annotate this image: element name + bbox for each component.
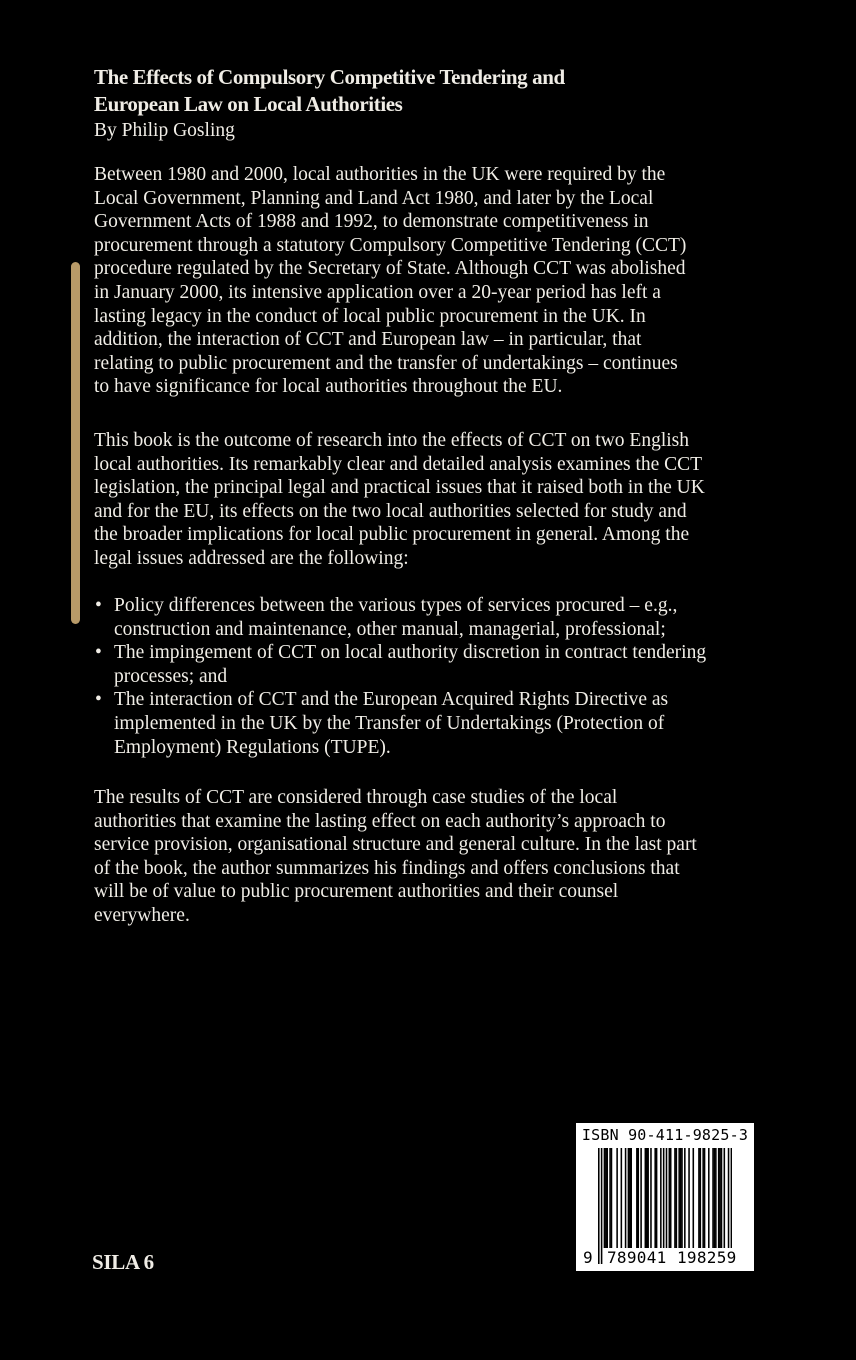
paragraph-1-line: procedure regulated by the Secretary of State. Although CCT was abolished xyxy=(94,258,686,280)
barcode-bar xyxy=(601,1148,603,1264)
barcode-bar xyxy=(625,1148,627,1248)
paragraph-1 xyxy=(94,163,794,399)
barcode-bar xyxy=(704,1148,706,1248)
paragraph-1-line: lasting legacy in the conduct of local public procurement in the UK. In xyxy=(94,305,646,327)
barcode-bar xyxy=(712,1148,714,1248)
book-title-line-2: European Law on Local Authorities xyxy=(94,92,403,116)
barcode-bar xyxy=(637,1148,639,1248)
bullet-dot: • xyxy=(95,595,102,616)
barcode-bar xyxy=(628,1148,630,1248)
barcode-bar xyxy=(605,1148,607,1248)
ean-right-group: 198259 xyxy=(677,1248,737,1267)
barcode-bar xyxy=(681,1148,683,1248)
barcode-bar xyxy=(698,1148,700,1248)
barcode-bar xyxy=(646,1148,648,1248)
bullet-line: implemented in the UK by the Transfer of Undertakings (Protection of xyxy=(114,712,665,734)
barcode-bar xyxy=(718,1148,720,1248)
paragraph-1-line: addition, the interaction of CCT and European law – in particular, that xyxy=(94,329,642,351)
bullet-line: construction and maintenance, other manual, managerial, professional; xyxy=(114,618,666,640)
barcode-bar xyxy=(660,1148,662,1248)
paragraph-3-line: of the book, the author summarizes his findings and offers conclusions that xyxy=(94,857,680,879)
barcode-bar xyxy=(645,1148,647,1248)
barcode-bar xyxy=(606,1148,608,1248)
bullet-item-impingement xyxy=(94,641,814,688)
barcode-bar xyxy=(630,1148,632,1248)
barcode-bar xyxy=(611,1148,613,1248)
barcode-bar xyxy=(609,1148,611,1248)
barcode-bar xyxy=(684,1148,686,1248)
barcode-bar xyxy=(680,1148,682,1248)
paragraph-3-line: will be of value to public procurement authorities and their counsel xyxy=(94,881,619,903)
author-byline: By Philip Gosling xyxy=(94,120,235,141)
bullet-dot: • xyxy=(95,642,102,664)
barcode-bars xyxy=(598,1148,732,1264)
barcode-bar xyxy=(714,1148,716,1248)
barcode-bar xyxy=(629,1148,631,1248)
barcode-bar xyxy=(724,1148,726,1248)
bullet-list xyxy=(94,594,814,759)
barcode-bar xyxy=(719,1148,721,1248)
barcode-bar xyxy=(670,1148,672,1248)
barcode-bar xyxy=(700,1148,702,1248)
barcode-bar xyxy=(647,1148,649,1248)
barcode-bar xyxy=(663,1148,665,1264)
barcode-bar xyxy=(676,1148,678,1248)
barcode-bar xyxy=(598,1148,600,1264)
barcode-bar xyxy=(731,1148,732,1264)
barcode-bar xyxy=(688,1148,690,1248)
barcode-bar xyxy=(693,1148,695,1248)
paragraph-1-line: Local Government, Planning and Land Act 1980, and later by the Local xyxy=(94,187,654,209)
ean-left-group: 789041 xyxy=(607,1248,667,1267)
barcode-bar xyxy=(616,1148,618,1248)
bullet-line: processes; and xyxy=(114,665,228,687)
paragraph-2-line: the broader implications for local public procurement in general. Among the xyxy=(94,524,690,546)
series-label: SILA 6 xyxy=(92,1250,154,1274)
paragraph-2-line: This book is the outcome of research into the effects of CCT on two English xyxy=(94,430,689,451)
paragraph-1-line: procurement through a statutory Compulsory Competitive Tendering (CCT) xyxy=(94,234,687,256)
paragraph-1-line: to have significance for local authorities throughout the EU. xyxy=(94,376,563,398)
paragraph-2-line: local authorities. Its remarkably clear and detailed analysis examines the CCT xyxy=(94,453,703,475)
barcode-bar xyxy=(708,1148,710,1248)
title-block xyxy=(94,64,794,143)
barcode-bar xyxy=(715,1148,717,1248)
barcode-bar xyxy=(678,1148,680,1248)
paragraph-3-line: The results of CCT are considered through case studies of the local xyxy=(94,787,618,808)
paragraph-3-line: service provision, organisational structure and general culture. In the last part xyxy=(94,834,697,856)
isbn-barcode xyxy=(576,1123,754,1271)
bullet-item-interaction xyxy=(94,688,814,759)
bullet-line: Employment) Regulations (TUPE). xyxy=(114,736,391,758)
paragraph-2 xyxy=(94,429,794,571)
barcode-bar xyxy=(650,1148,652,1248)
paragraph-1-line: Between 1980 and 2000, local authorities in the UK were required by the xyxy=(94,164,666,185)
barcode-bar xyxy=(654,1148,656,1248)
paragraph-1-line: Government Acts of 1988 and 1992, to demonstrate competitiveness in xyxy=(94,211,649,233)
barcode-bar xyxy=(728,1148,730,1264)
barcode-bar xyxy=(636,1148,638,1248)
book-title-line-1: The Effects of Compulsory Competitive Tendering and xyxy=(94,65,565,89)
paragraph-3-line: authorities that examine the lasting effect on each authority’s approach to xyxy=(94,810,666,832)
paragraph-3 xyxy=(94,786,794,928)
accent-bar xyxy=(71,262,80,624)
paragraph-1-line: relating to public procurement and the transfer of undertakings – continues xyxy=(94,352,678,374)
paragraph-2-line: and for the EU, its effects on the two local authorities selected for study and xyxy=(94,500,687,522)
barcode-bar xyxy=(666,1148,668,1264)
bullet-dot: • xyxy=(95,689,102,711)
barcode-bar xyxy=(669,1148,671,1248)
ean-first-digit: 9 xyxy=(583,1248,593,1267)
barcode-bar xyxy=(702,1148,704,1248)
paragraph-1-line: in January 2000, its intensive application over a 20-year period has left a xyxy=(94,281,661,303)
paragraph-2-line: legislation, the principal legal and practical issues that it raised both in the UK xyxy=(94,477,705,499)
barcode-bar xyxy=(604,1148,606,1248)
bullet-item-policy xyxy=(94,594,814,641)
paragraph-3-line: everywhere. xyxy=(94,904,190,926)
barcode-bar xyxy=(640,1148,642,1248)
isbn-label: ISBN 90-411-9825-3 xyxy=(581,1126,749,1144)
bullet-line: The impingement of CCT on local authority discretion in contract tendering xyxy=(114,642,707,664)
barcode-bar xyxy=(621,1148,623,1248)
paragraph-2-line: legal issues addressed are the following: xyxy=(94,547,409,569)
barcode-bar xyxy=(674,1148,676,1248)
barcode-bar xyxy=(656,1148,658,1248)
barcode-bar xyxy=(721,1148,723,1248)
bullet-line: The interaction of CCT and the European Acquired Rights Directive as xyxy=(114,689,669,711)
bullet-line: Policy differences between the various types of services procured – e.g., xyxy=(114,595,678,616)
